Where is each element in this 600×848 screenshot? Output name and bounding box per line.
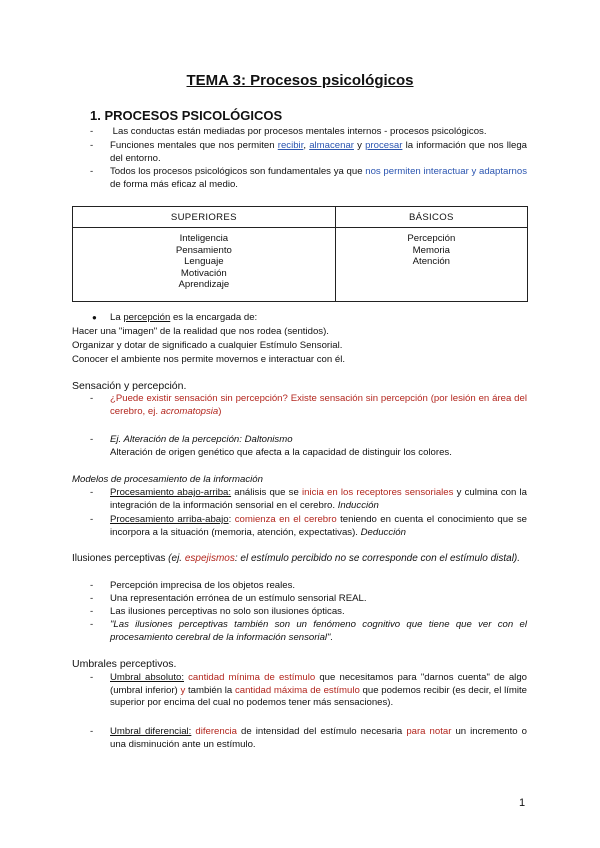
bullet-text: Umbral diferencial: diferencia de intensidad del estímulo necesaria para notar un incremento o una disminución ante un estímulo.	[110, 726, 528, 750]
bullet-text: ¿Puede existir sensación sin percepción? Existe sensación sin percepción (por lesión en área del cerebro, ej. acromatopsia)	[110, 393, 527, 417]
text-line: Organizar y dotar de significado a cualquier Estímulo Sensorial.	[72, 340, 343, 351]
section-heading: 1. PROCESOS PSICOLÓGICOS	[90, 108, 283, 123]
bullet-dash: -	[90, 393, 94, 404]
bullet-text: La percepción es la encargada de:	[110, 312, 258, 323]
bullet-dot: ●	[92, 313, 97, 322]
process-table	[72, 206, 528, 302]
subheading: Sensación y percepción.	[72, 380, 187, 392]
subheading: Ilusiones perceptivas (ej. espejismos: el estímulo percibido no se corresponde con el estímulo distal).	[72, 553, 521, 564]
bullet-text: Procesamiento arriba-abajo: comienza en el cerebro teniendo en cuenta el conocimiento que se incorpora a la situación (memoria, atención, expectativas). Deducción	[110, 514, 527, 538]
link-almacenar: almacenar	[309, 140, 354, 151]
bullet-dash: -	[90, 672, 94, 683]
bullet-dash: -	[90, 487, 94, 498]
table-header-basicos: BÁSICOS	[335, 207, 527, 228]
bullet-dash: -	[90, 619, 94, 630]
table-cell-superiores: Inteligencia Pensamiento Lenguaje Motivación Aprendizaje	[73, 228, 336, 302]
bullet-text: Las ilusiones perceptivas no solo son ilusiones ópticas.	[110, 606, 345, 617]
bullet-text: Percepción imprecisa de los objetos reales.	[110, 580, 296, 591]
text-line: Alteración de origen genético que afecta a la capacidad de distinguir los colores.	[110, 447, 452, 458]
table-header-superiores: SUPERIORES	[73, 207, 336, 228]
text-line: Hacer una "imagen" de la realidad que nos rodea (sentidos).	[72, 326, 329, 337]
bullet-dash: -	[90, 434, 94, 445]
bullet-dash: -	[90, 140, 94, 151]
bullet-dash: -	[90, 726, 94, 737]
subheading: Umbrales perceptivos.	[72, 658, 177, 670]
bullet-text: Funciones mentales que nos permiten recibir, almacenar y procesar la información que nos llega del entorno.	[110, 140, 527, 164]
bullet-dash: -	[90, 126, 94, 137]
bullet-text: Umbral absoluto: cantidad mínima de estímulo que necesitamos para "darnos cuenta" de algo (umbral inferior) y también la cantidad máxima de estímulo que podemos recibir (es decir, el límite superior por encima del cual no podemos tener más sensaciones).	[110, 672, 527, 708]
text-line: Conocer el ambiente nos permite movernos e interactuar con él.	[72, 354, 346, 365]
bullet-dash: -	[90, 606, 94, 617]
bullet-dash: -	[90, 593, 94, 604]
page-title: TEMA 3: Procesos psicológicos	[186, 72, 414, 89]
bullet-text: Todos los procesos psicológicos son fundamentales ya que nos permiten interactuar y adaptarnos de forma más eficaz al medio.	[110, 166, 527, 190]
bullet-text: Procesamiento abajo-arriba: análisis que se inicia en los receptores sensoriales y culmina con la integración de la información sensorial en el cerebro. Inducción	[110, 487, 527, 511]
bullet-dash: -	[90, 580, 94, 591]
bullet-dash: -	[90, 166, 94, 177]
bullet-text: Una representación errónea de un estímulo sensorial REAL.	[110, 593, 367, 604]
bullet-text: Las conductas están mediadas por procesos mentales internos - procesos psicológicos.	[112, 126, 487, 137]
link-procesar: procesar	[365, 140, 403, 151]
bullet-dash: -	[90, 514, 94, 525]
bullet-text: "Las ilusiones perceptivas también son un fenómeno cognitivo que tiene que ver con el procesamiento cerebral de la información sensorial".	[110, 619, 527, 643]
page-number: 1	[519, 797, 526, 809]
bullet-text: Ej. Alteración de la percepción: Daltonismo	[110, 434, 293, 445]
subheading: Modelos de procesamiento de la información	[72, 474, 263, 485]
table-cell-basicos: Percepción Memoria Atención	[335, 228, 527, 302]
link-recibir: recibir	[277, 140, 304, 151]
